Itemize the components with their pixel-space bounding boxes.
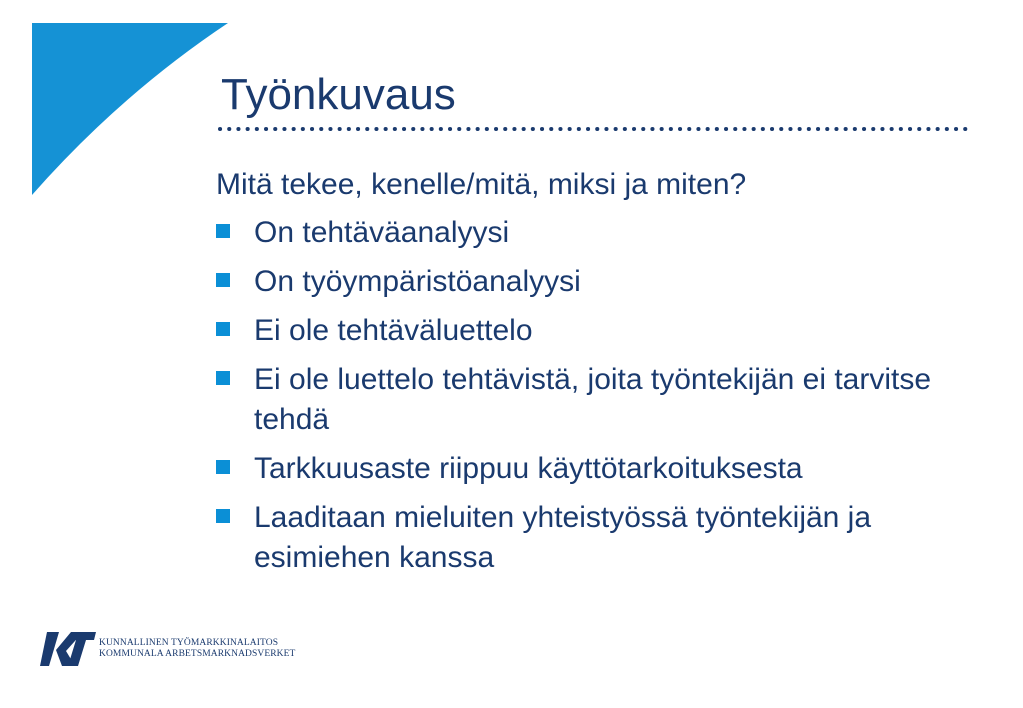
list-item [216,498,986,578]
title-dotted-divider [216,121,976,137]
bullet-text: On tehtäväanalyysi [254,216,510,249]
square-bullet-icon [216,322,230,336]
bullet-text: Laaditaan mieluiten yhteistyössä työntekijän ja esimiehen kanssa [254,501,872,574]
list-item [216,213,986,253]
bullet-list [216,213,986,578]
slide-title: Työnkuvaus [221,70,456,119]
logo-wordmark [99,638,295,660]
square-bullet-icon [216,460,230,474]
square-bullet-icon [216,273,230,287]
square-bullet-icon [216,509,230,523]
intro-question: Mitä tekee, kenelle/mitä, miksi ja miten? [216,168,747,201]
bullet-text: Tarkkuusaste riippuu käyttötarkoituksesta [254,452,803,485]
decorative-corner-shape [0,0,240,210]
bullet-text: On työympäristöanalyysi [254,265,581,298]
list-item [216,311,986,351]
kt-logo-icon [40,630,96,668]
list-item [216,360,986,440]
square-bullet-icon [216,371,230,385]
organization-logo [40,630,295,668]
list-item [216,449,986,489]
bullet-text: Ei ole luettelo tehtävistä, joita työntekijän ei tarvitse tehdä [254,363,932,436]
list-item [216,262,986,302]
bullet-text: Ei ole tehtäväluettelo [254,314,533,347]
logo-line-swedish: KOMMUNALA ARBETSMARKNADSVERKET [99,649,296,659]
slide-body [216,165,986,587]
logo-line-finnish: KUNNALLINEN TYÖMARKKINALAITOS [99,638,279,648]
square-bullet-icon [216,224,230,238]
